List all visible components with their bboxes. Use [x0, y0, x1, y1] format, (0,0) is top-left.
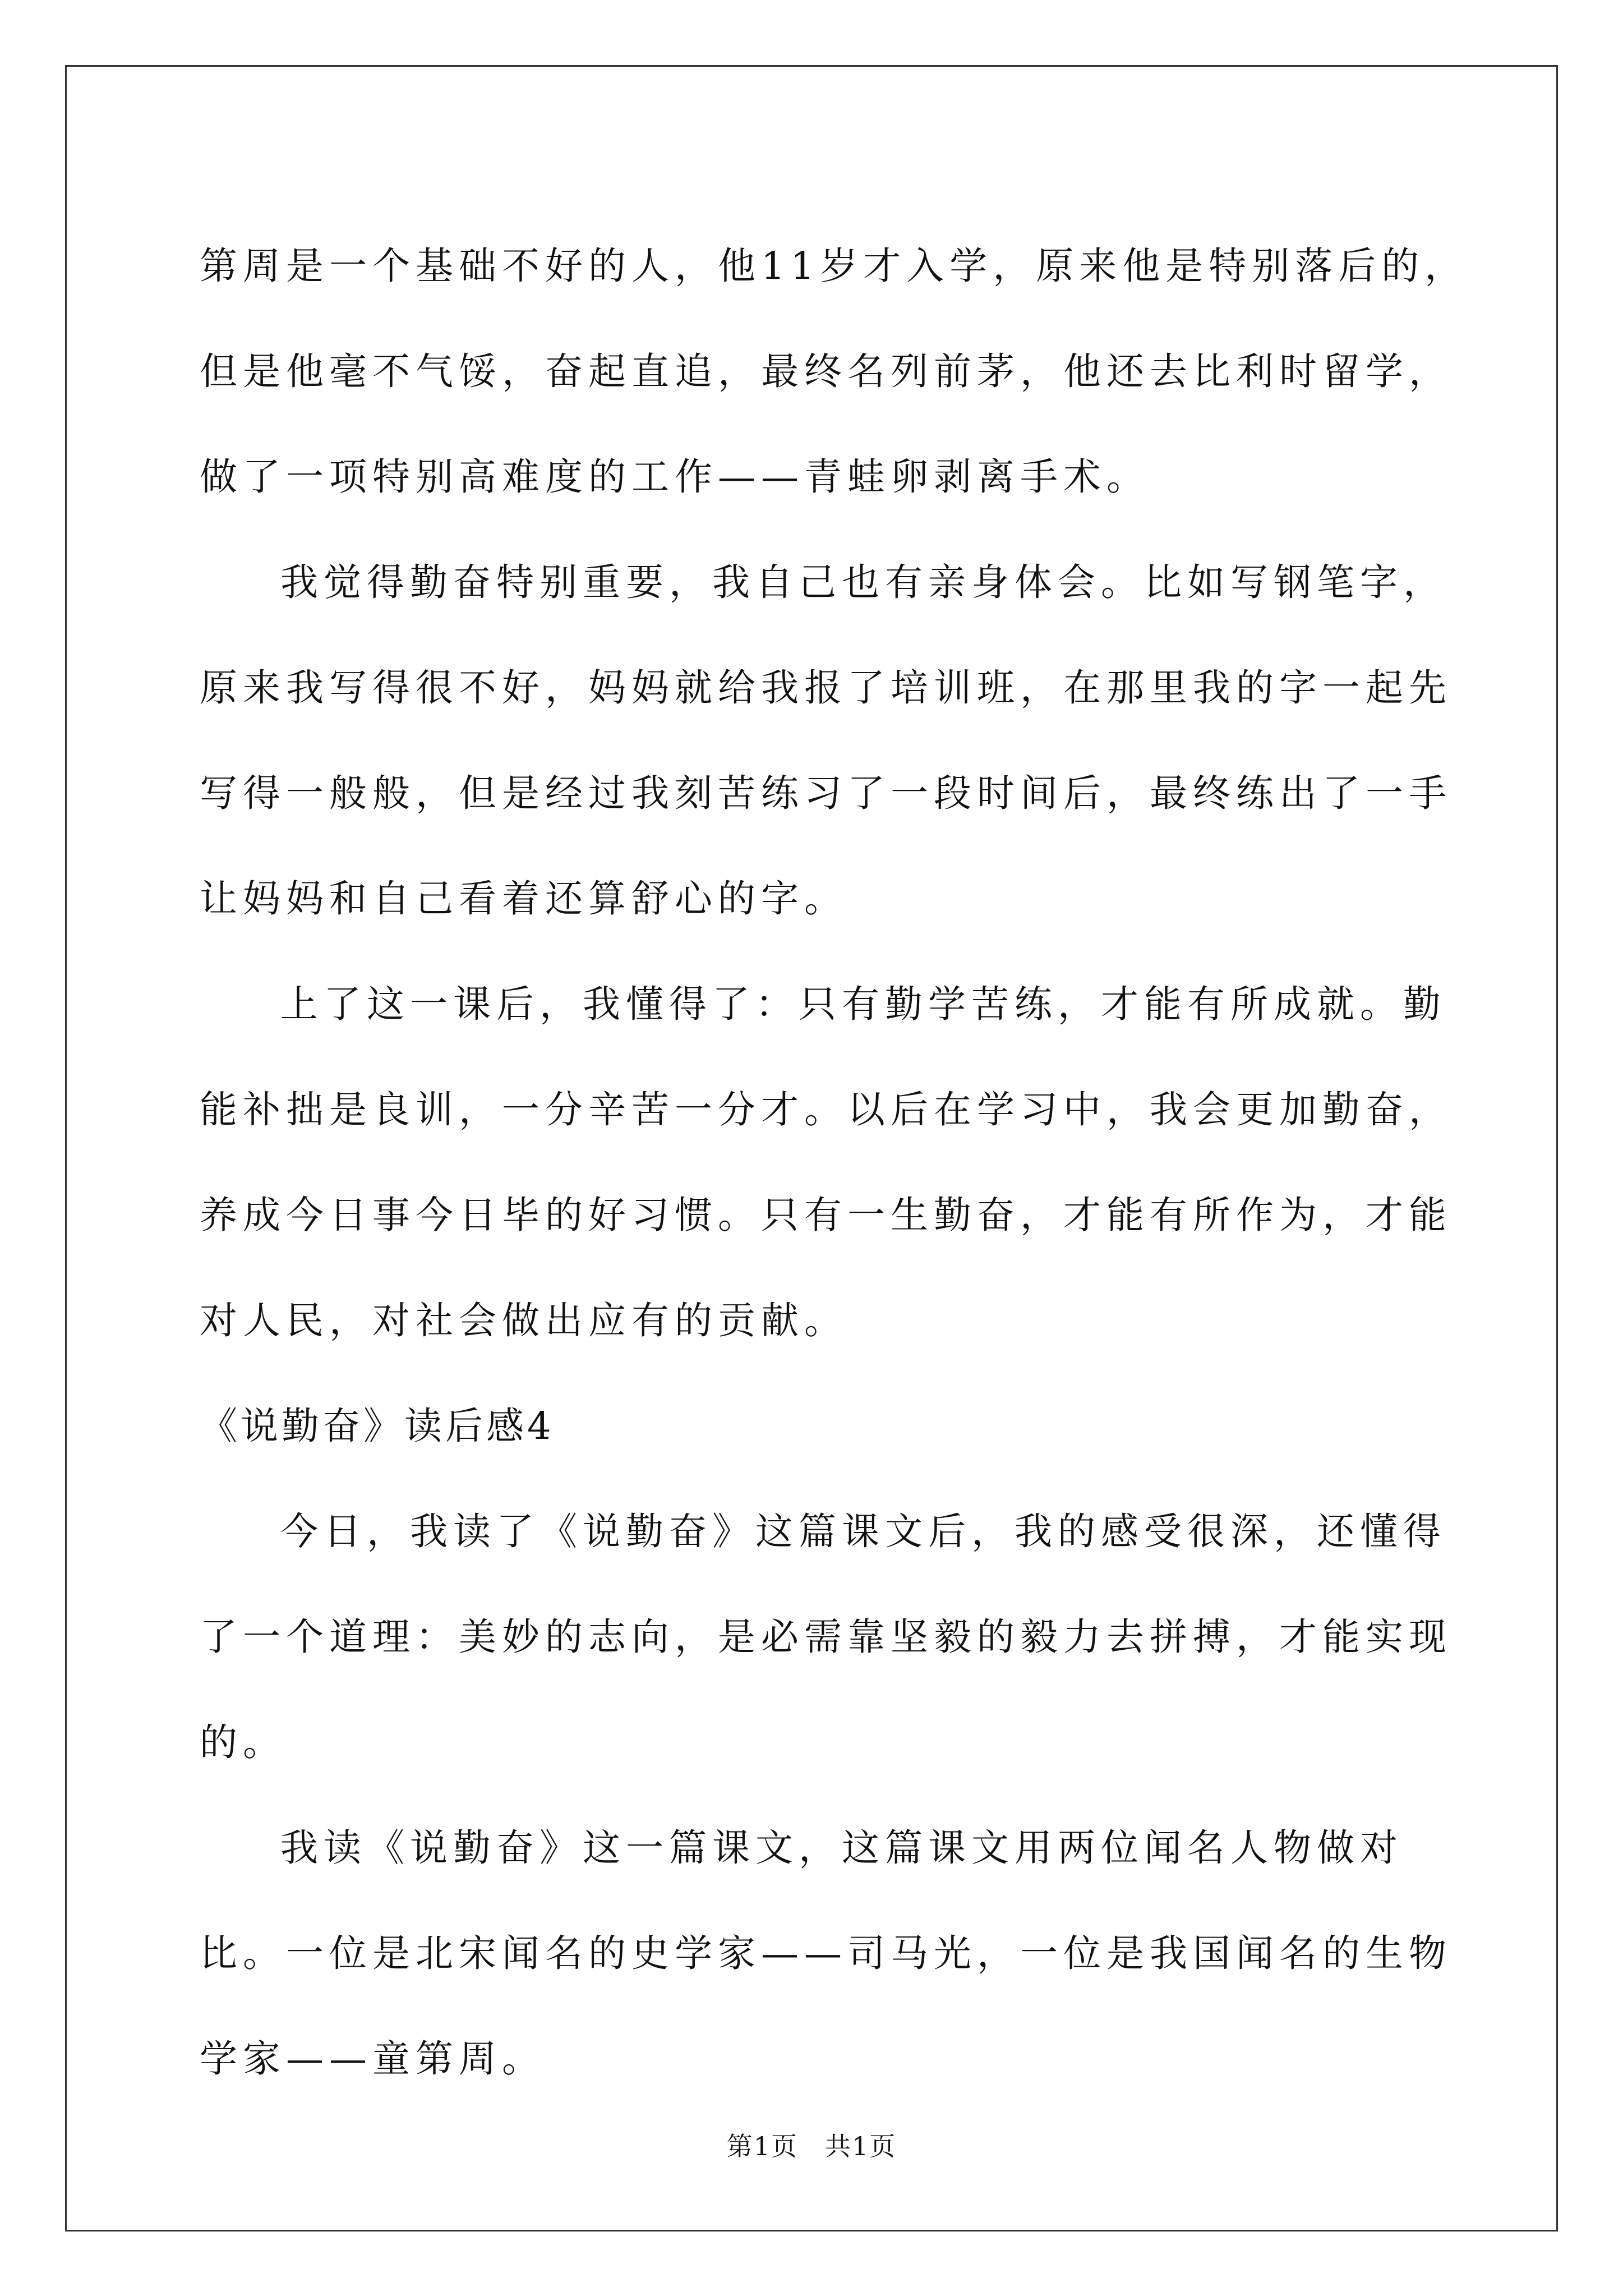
paragraph: 今日，我读了《说勤奋》这篇课文后，我的感受很深，还懂得了一个道理：美妙的志向，是必需靠坚毅的毅力去拼搏，才能实现的。: [200, 1510, 1452, 1764]
paragraph: 第周是一个基础不好的人，他11岁才入学，原来他是特别落后的，但是他毫不气馁，奋起直追，最终名列前茅，他还去比利时留学，做了一项特别高难度的工作——青蛙卵剥离手术。: [200, 244, 1468, 499]
page-footer: [0, 2126, 1623, 2163]
paragraph: 我觉得勤奋特别重要，我自己也有亲身体会。比如写钢笔字，原来我写得很不好，妈妈就给我报了培训班，在那里我的字一起先写得一般般，但是经过我刻苦练习了一段时间后，最终练出了一手让妈妈和自己看着还算舒心的字。: [200, 560, 1452, 921]
paragraph: 我读《说勤奋》这一篇课文，这篇课文用两位闻名人物做对比。一位是北宋闻名的史学家——司马光，一位是我国闻名的生物学家——童第周。: [200, 1826, 1452, 2081]
page-total: 共1页: [825, 2131, 897, 2161]
paragraph: 上了这一课后，我懂得了：只有勤学苦练，才能有所成就。勤能补拙是良训，一分辛苦一分才。以后在学习中，我会更加勤奋，养成今日事今日毕的好习惯。只有一生勤奋，才能有所作为，才能对人民，对社会做出应有的贡献。: [200, 982, 1452, 1342]
page-number: 第1页: [726, 2131, 798, 2161]
section-heading: 《说勤奋》读后感4: [200, 1404, 555, 1448]
document-body: [200, 213, 1473, 2111]
